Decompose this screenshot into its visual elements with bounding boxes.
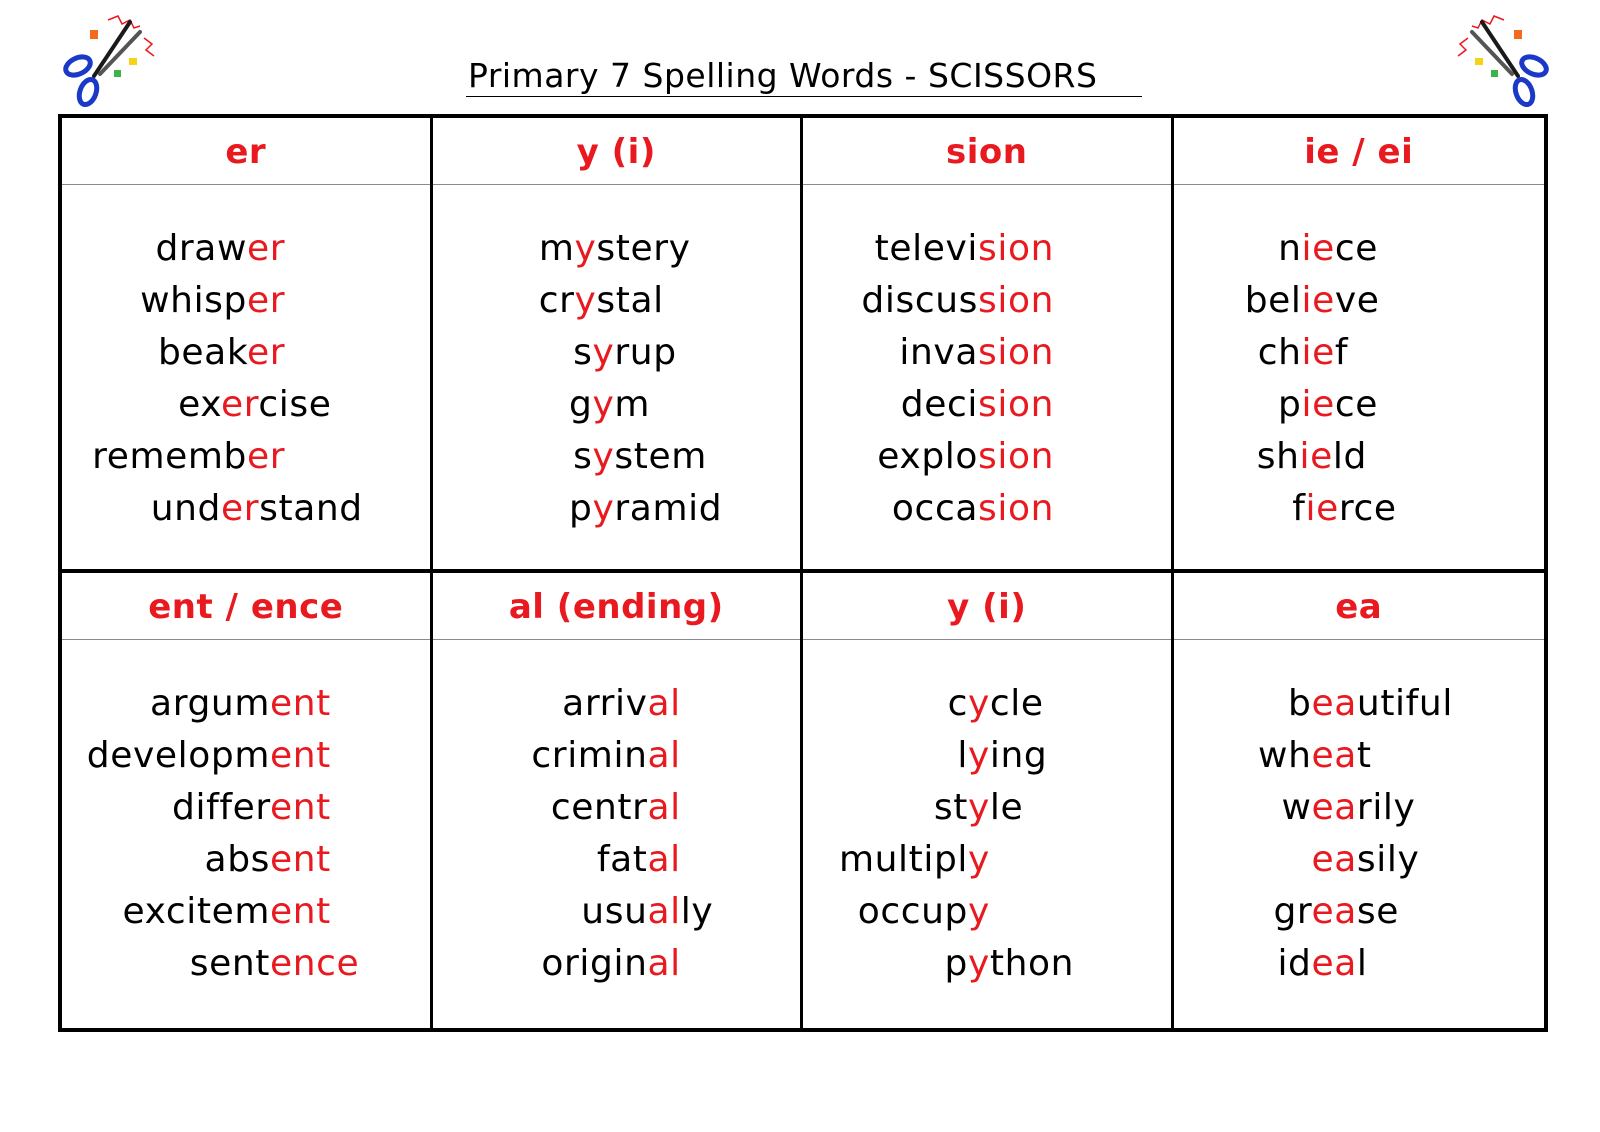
spelling-word [569,384,651,425]
word-part: rce [1338,488,1397,529]
word-part: arriv [562,683,648,724]
word-part: crimin [531,735,648,776]
word-part: rememb [92,436,247,477]
word-part: ramid [614,488,723,529]
word-part: stal [596,280,664,321]
spelling-word [944,943,1075,984]
word-part: g [569,384,593,425]
word-highlight: ea [1311,891,1357,932]
word-highlight: ie [1305,488,1339,529]
word-part: explo [877,436,978,477]
spelling-word [573,436,707,477]
word-part: w [1281,787,1312,828]
word-highlight: er [221,384,259,425]
word-highlight: sion [978,384,1054,425]
word-part: m [538,228,575,269]
spelling-word [541,943,681,984]
word-part: und [150,488,221,529]
word-part: p [569,488,593,529]
spelling-word [1277,943,1368,984]
word-part: cr [538,280,575,321]
word-highlight: ence [270,943,360,984]
cell-heading: y (i) [803,573,1171,640]
word-highlight: sion [978,488,1054,529]
word-highlight: y [574,228,597,269]
spelling-word [150,488,363,529]
word-highlight: y [968,683,990,724]
spelling-word [1273,891,1400,932]
word-part: thon [989,943,1075,984]
word-highlight: ea [1311,683,1357,724]
word-highlight: y [968,735,990,776]
word-part: usu [581,891,648,932]
word-highlight: ent [270,683,331,724]
word-part: utiful [1356,683,1453,724]
word-part: ld [1332,436,1367,477]
word-highlight: sion [978,332,1054,373]
word-part: ch [1257,332,1302,373]
word-highlight: er [247,436,286,477]
spelling-cell [62,118,433,573]
word-part: n [1278,228,1302,269]
word-highlight: ie [1299,436,1333,477]
word-part: cle [989,683,1044,724]
word-part: bel [1244,280,1302,321]
word-highlight: er [247,280,286,321]
word-part: stem [614,436,707,477]
word-part: rup [614,332,677,373]
word-highlight: ent [270,787,331,828]
spelling-word [573,332,677,373]
spelling-word [1278,384,1379,425]
word-part: deci [900,384,978,425]
spelling-word [1244,280,1380,321]
spelling-word [150,683,331,724]
spelling-word [1292,488,1397,529]
word-highlight: er [247,332,286,373]
word-part: abs [204,839,270,880]
word-part: occa [891,488,978,529]
word-part: ly [680,891,714,932]
spelling-word [900,384,1054,425]
spelling-cell [1174,573,1545,1028]
word-highlight: sion [978,436,1054,477]
spelling-word [838,839,990,880]
word-part: ve [1334,280,1380,321]
cell-heading: sion [803,118,1171,185]
spelling-word [899,332,1054,373]
word-part: inva [899,332,978,373]
word-highlight: ea [1311,943,1357,984]
spelling-cell [803,573,1174,1028]
scissors-icon [60,14,160,110]
spelling-word [581,891,714,932]
word-part: se [1356,891,1400,932]
spelling-cell [803,118,1174,573]
word-part: p [1278,384,1302,425]
word-part: discus [861,280,978,321]
word-part: stand [259,488,363,529]
word-part: l [1356,943,1368,984]
word-highlight: y [968,943,990,984]
word-highlight: al [647,735,681,776]
spelling-word [877,436,1054,477]
spelling-word [538,228,691,269]
word-highlight: ie [1301,280,1335,321]
word-part: ing [989,735,1048,776]
spelling-word [1256,436,1367,477]
word-highlight: ea [1311,839,1357,880]
spelling-cell [62,573,433,1028]
spelling-word [596,839,681,880]
word-highlight: ie [1301,228,1335,269]
word-part: differ [172,787,270,828]
cell-heading: er [62,118,430,185]
spelling-word [155,228,286,269]
word-part: cise [258,384,332,425]
spelling-word [92,436,286,477]
word-part: centr [550,787,648,828]
word-part: ex [178,384,221,425]
word-part: occup [857,891,968,932]
cell-heading: y (i) [433,118,801,185]
spelling-word [1278,228,1379,269]
spelling-word [178,384,332,425]
page-title: Primary 7 Spelling Words - SCISSORS [468,56,1098,95]
word-part: ce [1334,228,1379,269]
word-part: fat [596,839,648,880]
word-highlight: al [647,787,681,828]
word-highlight: y [968,839,990,880]
word-highlight: al [647,891,681,932]
word-highlight: y [574,280,597,321]
word-part: m [614,384,651,425]
word-highlight: ent [270,891,331,932]
spelling-word [569,488,723,529]
word-part: id [1277,943,1312,984]
word-part: sily [1356,839,1420,880]
word-highlight: ea [1311,735,1357,776]
spelling-word [562,683,681,724]
word-highlight: er [247,228,286,269]
spelling-word [189,943,360,984]
word-part: sh [1256,436,1300,477]
word-part: excitem [122,891,270,932]
word-highlight: al [647,943,681,984]
spelling-word [861,280,1054,321]
word-part: rily [1356,787,1416,828]
spelling-word [957,735,1048,776]
spelling-word [1281,787,1416,828]
spelling-word [1257,332,1349,373]
cell-heading: ea [1174,573,1545,640]
spelling-cell [433,118,804,573]
word-highlight: ent [270,839,331,880]
word-part: stery [596,228,691,269]
word-part: s [573,436,593,477]
word-highlight: ent [270,735,331,776]
spelling-word [157,332,286,373]
spelling-word [531,735,681,776]
title-underline [466,96,1142,97]
spelling-word [891,488,1054,529]
word-part: b [1288,683,1312,724]
word-part: draw [155,228,247,269]
word-part: sent [189,943,270,984]
word-highlight: y [592,436,615,477]
spelling-word [172,787,331,828]
word-highlight: al [647,683,681,724]
word-highlight: y [592,488,615,529]
spelling-word [947,683,1044,724]
spelling-word [874,228,1054,269]
word-highlight: sion [978,280,1054,321]
spelling-cell [1174,118,1545,573]
word-part: multipl [838,839,968,880]
word-part: s [573,332,593,373]
word-highlight: ea [1311,787,1357,828]
spelling-word [1258,735,1372,776]
word-highlight: sion [978,228,1054,269]
spelling-word [550,787,681,828]
spelling-word [204,839,331,880]
spelling-cell [433,573,804,1028]
word-highlight: y [592,332,615,373]
word-part: t [1356,735,1372,776]
word-part: wh [1258,735,1312,776]
word-part: f [1292,488,1306,529]
spelling-word [933,787,1024,828]
word-part: c [947,683,968,724]
spelling-word [857,891,990,932]
word-part: f [1334,332,1349,373]
word-part: origin [541,943,648,984]
word-highlight: ie [1301,384,1335,425]
cell-heading: al (ending) [433,573,801,640]
word-part: developm [86,735,270,776]
spelling-word [538,280,664,321]
word-highlight: y [968,787,990,828]
word-highlight: ie [1301,332,1335,373]
word-part: le [989,787,1024,828]
word-part: p [944,943,968,984]
word-highlight: y [592,384,615,425]
word-part: st [933,787,968,828]
word-part: l [957,735,968,776]
spelling-word [1311,839,1420,880]
word-highlight: er [221,488,260,529]
spelling-word [122,891,331,932]
word-part: ce [1334,384,1379,425]
scissors-icon [1452,14,1552,110]
spelling-word [140,280,286,321]
word-highlight: y [968,891,990,932]
spelling-word [1288,683,1453,724]
spelling-grid [58,114,1548,1032]
cell-heading: ent / ence [62,573,430,640]
word-part: whisp [140,280,247,321]
spelling-word [86,735,331,776]
word-part: televi [874,228,978,269]
cell-heading: ie / ei [1174,118,1545,185]
word-part: argum [150,683,270,724]
word-highlight: al [647,839,681,880]
word-part: beak [157,332,247,373]
word-part: gr [1273,891,1312,932]
